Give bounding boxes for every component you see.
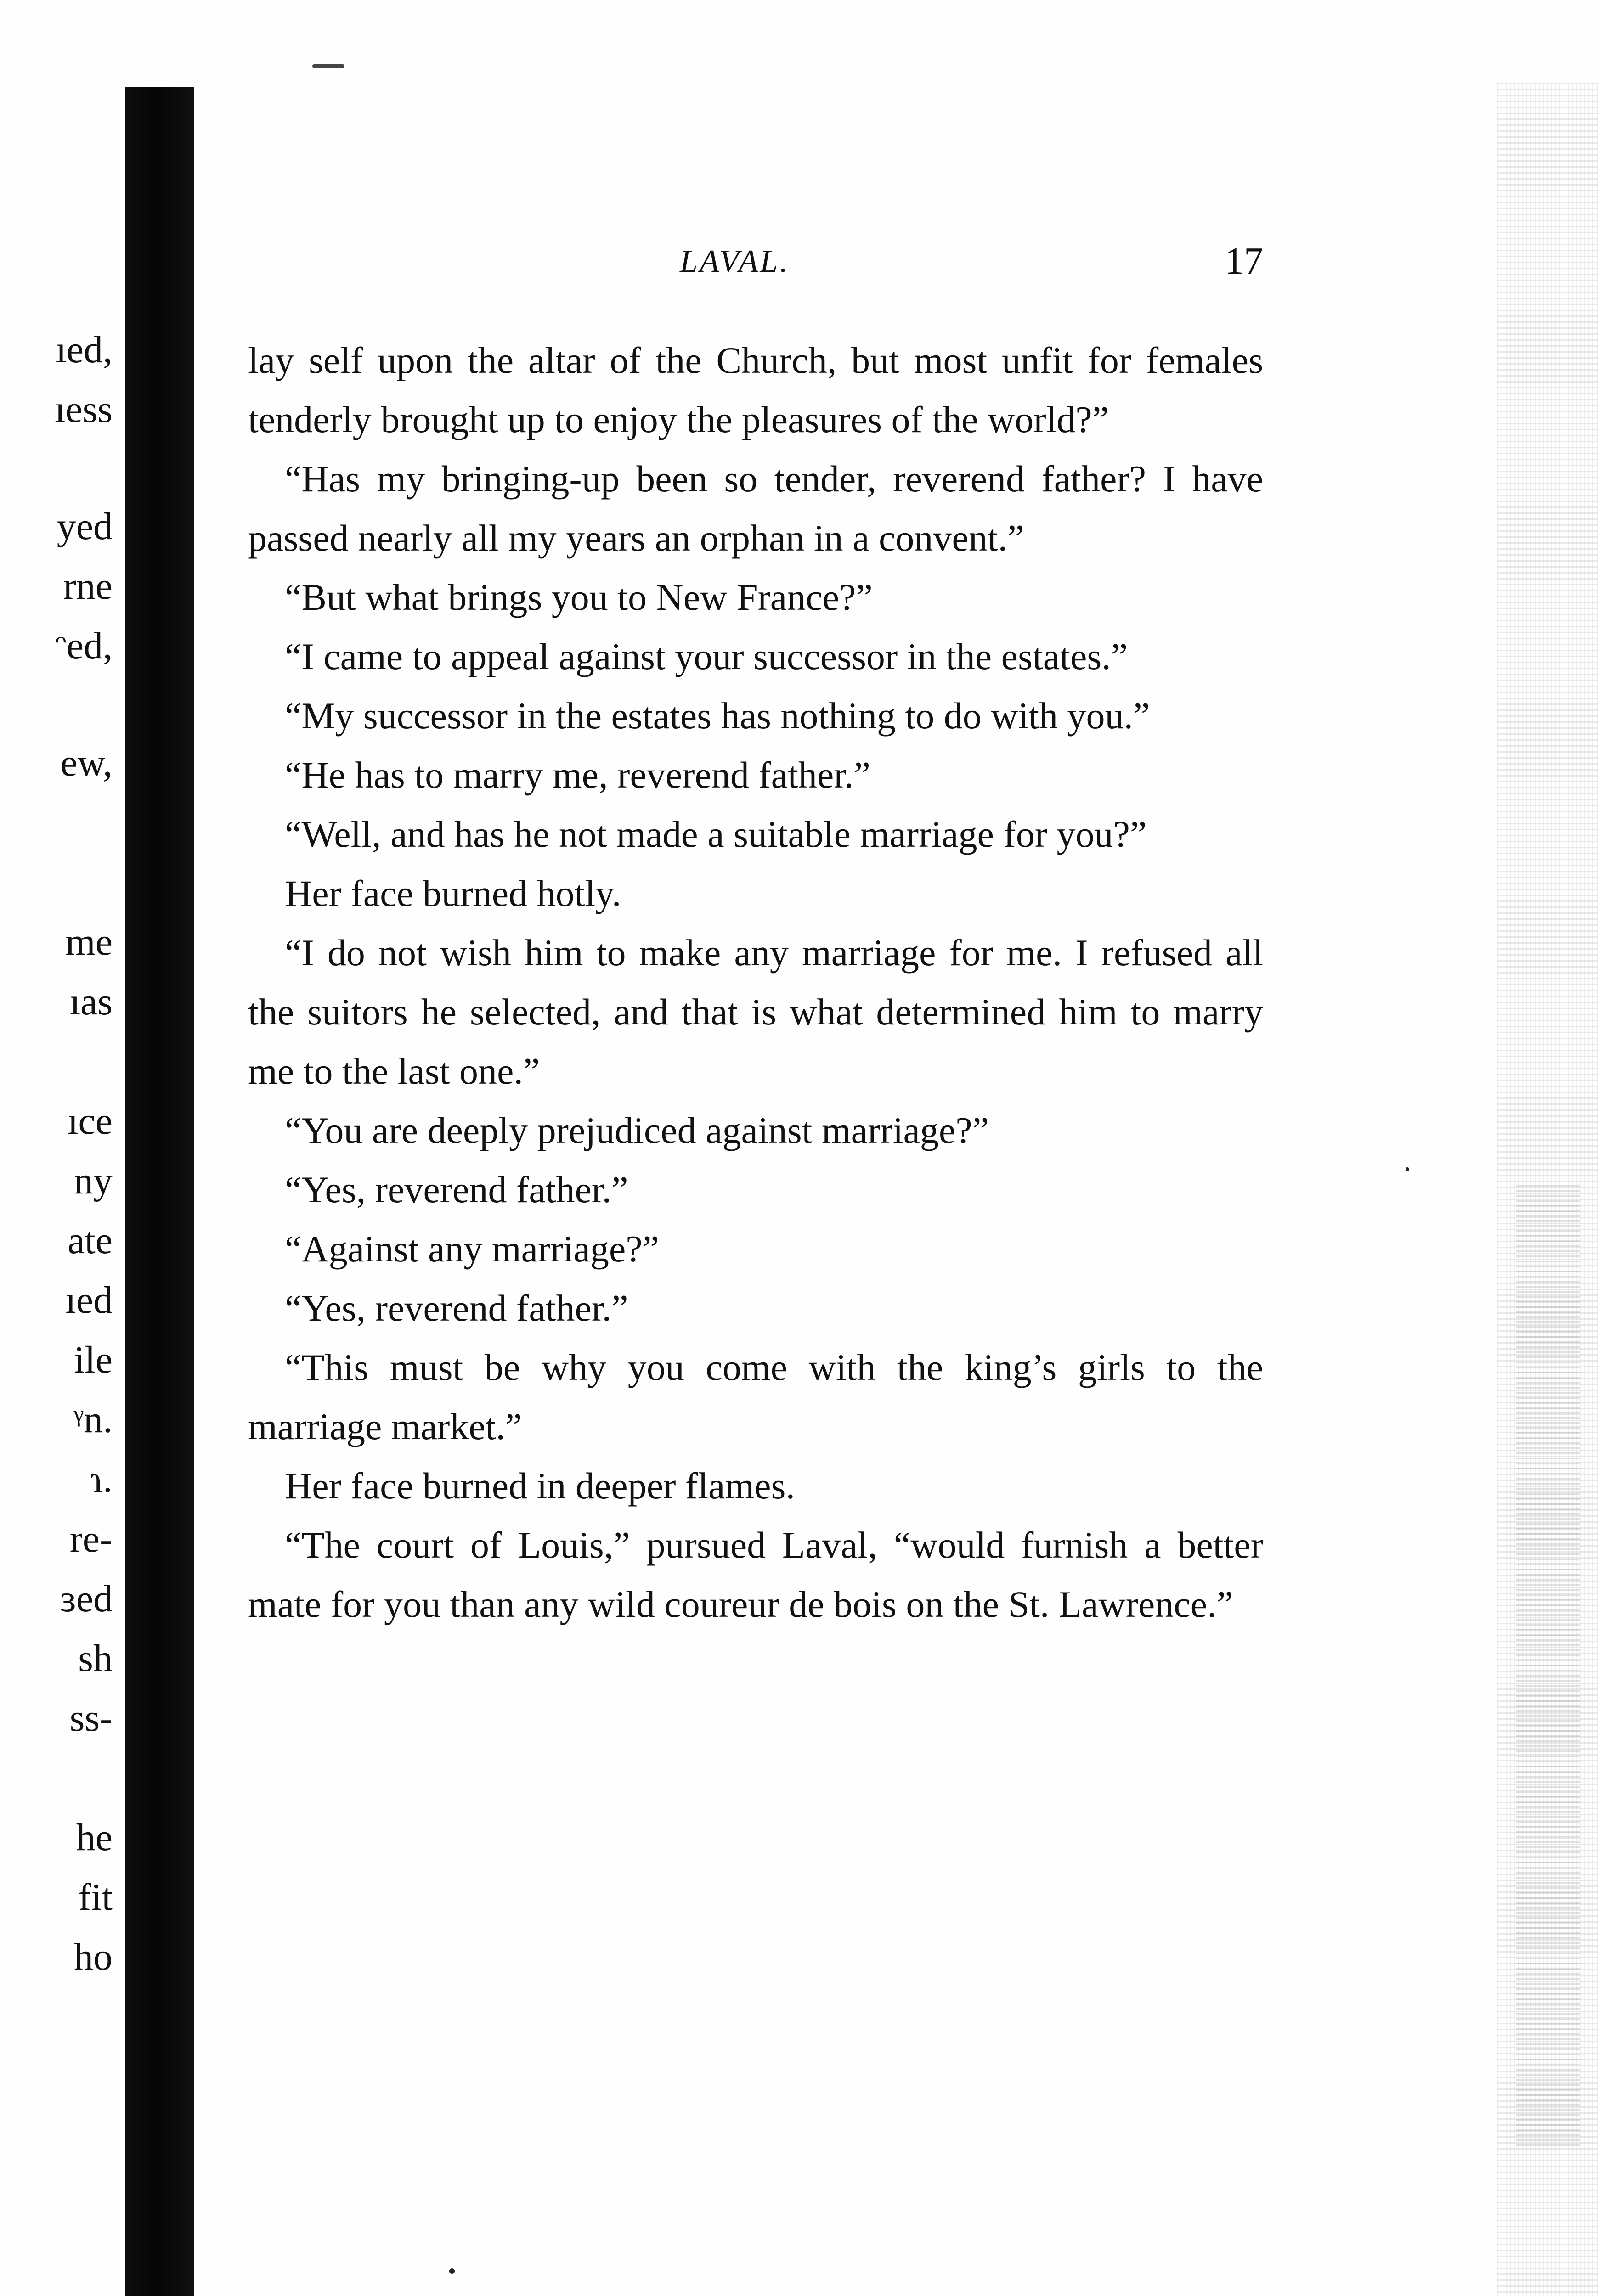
fragment-text: rne — [63, 565, 113, 608]
paragraph: “You are deeply prejudiced against marriage?” — [285, 1109, 989, 1151]
page-number: 17 — [1225, 240, 1263, 282]
paragraph: lay self upon the altar of the Church, but most unfit for females tenderly brought up to enjoy the pleasures of the world?” — [248, 339, 1263, 440]
paragraph: Her face burned in deeper flames. — [285, 1465, 795, 1507]
paragraph: “Yes, reverend father.” — [285, 1169, 628, 1210]
paragraph: “I came to appeal against your successor in the estates.” — [285, 636, 1128, 677]
fragment-text: ew, — [60, 742, 113, 784]
fragment-text: ıed, — [56, 328, 113, 371]
fragment-text: fit — [78, 1876, 113, 1919]
page-header — [248, 239, 1263, 294]
fragment-text: sh — [78, 1637, 113, 1680]
paragraph: “The court of Louis,” pursued Laval, “would furnish a better mate for you than any wild coureur de bois on the St. Lawrence.” — [248, 1524, 1263, 1625]
fragment-text: ate — [68, 1219, 113, 1262]
fragment-text: ᵔed, — [55, 625, 113, 667]
paragraph: “My successor in the estates has nothing to do with you.” — [285, 695, 1150, 737]
fragment-text: ıess — [55, 388, 113, 431]
paragraph: “Yes, reverend father.” — [285, 1287, 628, 1329]
scan-edge-noise — [1497, 83, 1598, 2296]
fragment-text: me — [65, 921, 113, 963]
paragraph: Her face burned hotly. — [285, 872, 621, 914]
running-head: LAVAL. — [680, 244, 790, 279]
ink-speck — [1406, 1167, 1409, 1171]
paragraph: “He has to marry me, reverend father.” — [285, 754, 870, 796]
body-text — [248, 331, 1263, 1634]
fragment-text: ɿ. — [90, 1458, 113, 1501]
paragraph: “I do not wish him to make any marriage for me. I refused all the suitors he selected, and that is what determined him to marry me to the last one.” — [248, 932, 1263, 1092]
facing-page-fragments — [0, 328, 113, 2030]
paragraph: “Has my bringing-up been so tender, reverend father? I have passed nearly all my years an orphan in a convent.” — [248, 458, 1263, 559]
fragment-text: ıas — [69, 980, 113, 1023]
ink-speck — [449, 2268, 455, 2274]
fragment-text: re- — [69, 1518, 113, 1560]
paragraph: “But what brings you to New France?” — [285, 576, 873, 618]
fragment-text: ıed — [65, 1279, 113, 1322]
paragraph: “This must be why you come with the king’s girls to the marriage market.” — [248, 1346, 1263, 1447]
fragment-text: ho — [74, 1936, 113, 1978]
paragraph: “Against any marriage?” — [285, 1228, 660, 1270]
fragment-text: ss- — [69, 1697, 113, 1739]
fragment-text: ᵞn. — [73, 1398, 113, 1441]
fragment-text: yed — [56, 505, 113, 548]
fragment-text: ıce — [68, 1100, 113, 1142]
binding-gutter — [125, 87, 194, 2296]
fragment-text: ile — [74, 1339, 113, 1381]
scan-mark — [312, 64, 344, 68]
fragment-text: ɜed — [60, 1577, 113, 1620]
fragment-text: he — [76, 1816, 113, 1859]
paragraph: “Well, and has he not made a suitable marriage for you?” — [285, 813, 1147, 855]
fragment-text: ny — [74, 1159, 113, 1202]
